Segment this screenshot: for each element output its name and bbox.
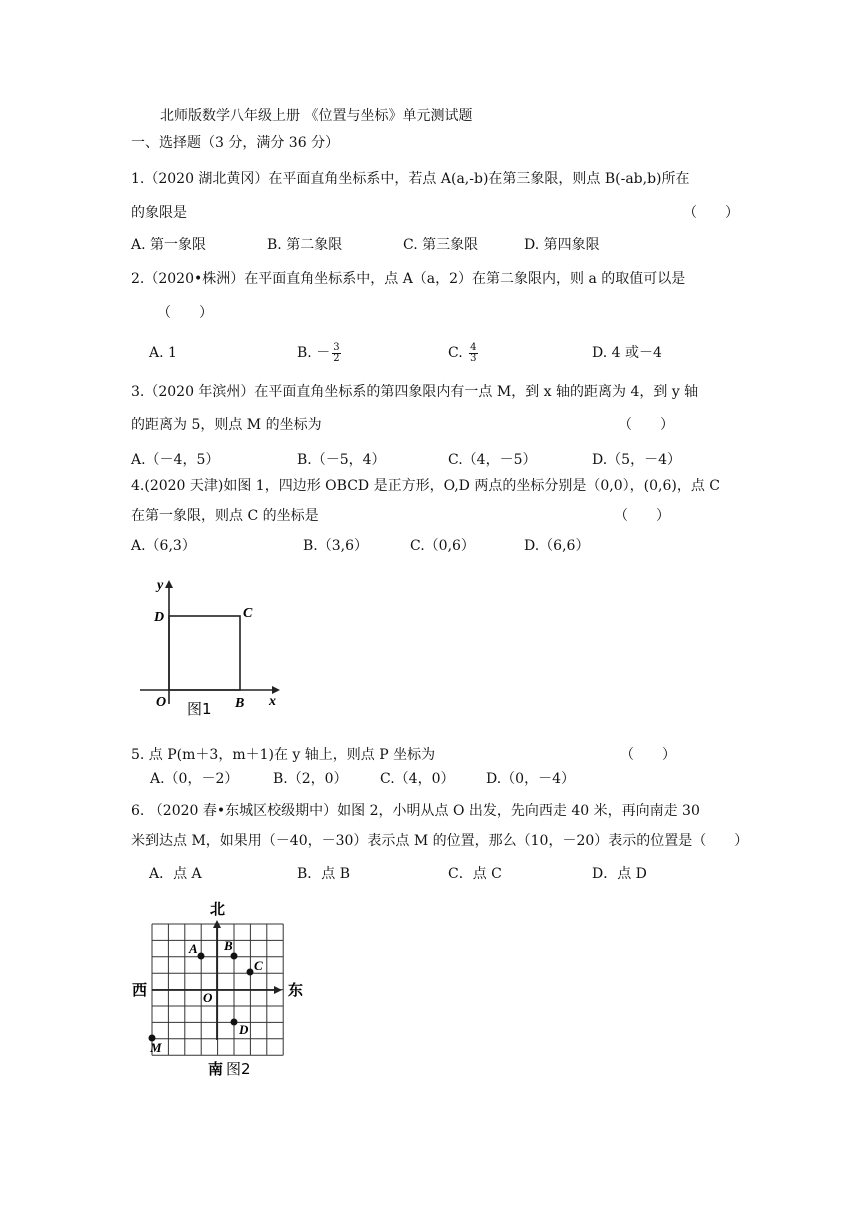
point-c-label: C [243,606,253,621]
document-title: 北师版数学八年级上册 《位置与坐标》单元测试题 [160,108,473,124]
q3-option-a: A.（－4，5） [131,452,220,468]
x-axis-arrow-icon [272,686,280,694]
q6-option-c: C．点 C [448,866,502,882]
q5-option-a: A.（0，－2） [150,771,239,787]
q4-option-c: C.（0,6） [410,538,475,554]
q5-stem-line1: 5. 点 P(m＋3，m＋1)在 y 轴上，则点 P 坐标为 [131,747,436,763]
q3-answer-paren: （ ） [618,417,674,433]
east-label: 东 [288,981,304,999]
q4-answer-paren: （ ） [614,508,670,524]
y-axis-arrow-icon [165,580,173,588]
figure-1-caption: 图1 [187,700,212,718]
fraction-numerator: 4 [470,341,477,353]
point-d-label: D [154,610,165,625]
point-d-label: D [239,1022,249,1037]
north-label: 北 [210,900,226,918]
q2-option-c-prefix: C. [448,345,468,361]
q3-option-b: B.（－5，4） [297,452,386,468]
point-a-dot [198,953,205,960]
q3-stem-line2: 的距离为 5，则点 M 的坐标为 [131,417,322,433]
q6-option-a: A．点 A [149,866,202,882]
q5-option-c: C.（4，0） [380,771,455,787]
point-b-label: B [224,938,233,953]
q2-answer-paren: （ ） [157,305,213,321]
fraction-numerator: 3 [333,341,340,353]
q2-option-a: A. 1 [149,345,177,361]
q2-stem-line1: 2.（2020•株洲）在平面直角坐标系中，点 A（a，2）在第二象限内，则 a 的取值可以是 [131,271,686,287]
q6-option-b: B．点 B [297,866,351,882]
q3-stem-line1: 3.（2020 年滨州）在平面直角坐标系的第四象限内有一点 M，到 x 轴的距离为 4，到 y 轴 [131,384,699,400]
figure-2-diagram [128,900,308,1090]
q2-option-b [297,339,341,367]
figure-2-caption: 图2 [226,1060,251,1078]
q2-option-c-fraction [469,343,477,364]
q6-stem-line1: 6. （2020 春•东城区校级期中）如图 2，小明从点 O 出发，先向西走 40 米，再向南走 30 [131,803,700,819]
q2-option-b-prefix: B. － [297,345,331,361]
q3-option-d: D.（5，－4） [592,452,681,468]
q6-stem-line2: 米到达点 M，如果用（－40，－30）表示点 M 的位置，那么（10，－20）表示的位置是（ ） [131,833,749,849]
q2-option-d: D. 4 或－4 [592,345,662,361]
point-b-dot [231,953,238,960]
q4-option-a: A.（6,3） [131,538,196,554]
q1-option-a: A. 第一象限 [131,237,207,253]
point-m-label: M [150,1040,162,1055]
q1-stem-line2: 的象限是 [131,205,187,221]
west-label: 西 [132,981,148,999]
fraction-denominator: 2 [333,352,340,364]
figure-1-diagram [140,572,290,722]
q2-option-c [448,339,478,367]
q6-option-d: D．点 D [592,866,647,882]
q4-option-b: B.（3,6） [303,538,369,554]
point-c-label: C [254,958,263,973]
q1-option-b: B. 第二象限 [267,237,343,253]
y-axis-label: y [157,578,164,593]
q1-stem-line1: 1.（2020 湖北黄冈）在平面直角坐标系中，若点 A(a,-b)在第三象限，则点 B(-ab,b)所在 [131,171,690,187]
point-o-label: O [156,695,167,710]
square-obcd [169,616,240,690]
point-c-dot [247,969,254,976]
x-axis-label: x [269,694,276,709]
east-arrow-icon [274,986,282,994]
q4-stem-line1: 4.(2020 天津)如图 1，四边形 OBCD 是正方形，O,D 两点的坐标分别是（0,0），(0,6)，点 C [131,478,720,494]
q1-option-d: D. 第四象限 [524,237,600,253]
section-heading: 一、选择题（3 分，满分 36 分） [131,135,340,151]
south-label: 南 [208,1060,224,1078]
q5-option-b: B.（2，0） [273,771,348,787]
q2-option-b-fraction [332,343,340,364]
point-a-label: A [189,941,198,956]
q3-option-c: C.（4，－5） [448,452,537,468]
q5-option-d: D.（0，－4） [486,771,575,787]
origin-label: O [203,990,213,1005]
q4-option-d: D.（6,6） [524,538,590,554]
q1-answer-paren: （ ） [683,205,739,221]
point-b-label: B [235,696,245,711]
point-d-dot [231,1019,238,1026]
fraction-denominator: 3 [470,352,477,364]
q4-stem-line2: 在第一象限，则点 C 的坐标是 [131,508,319,524]
q5-answer-paren: （ ） [620,747,676,763]
q1-option-c: C. 第三象限 [403,237,479,253]
